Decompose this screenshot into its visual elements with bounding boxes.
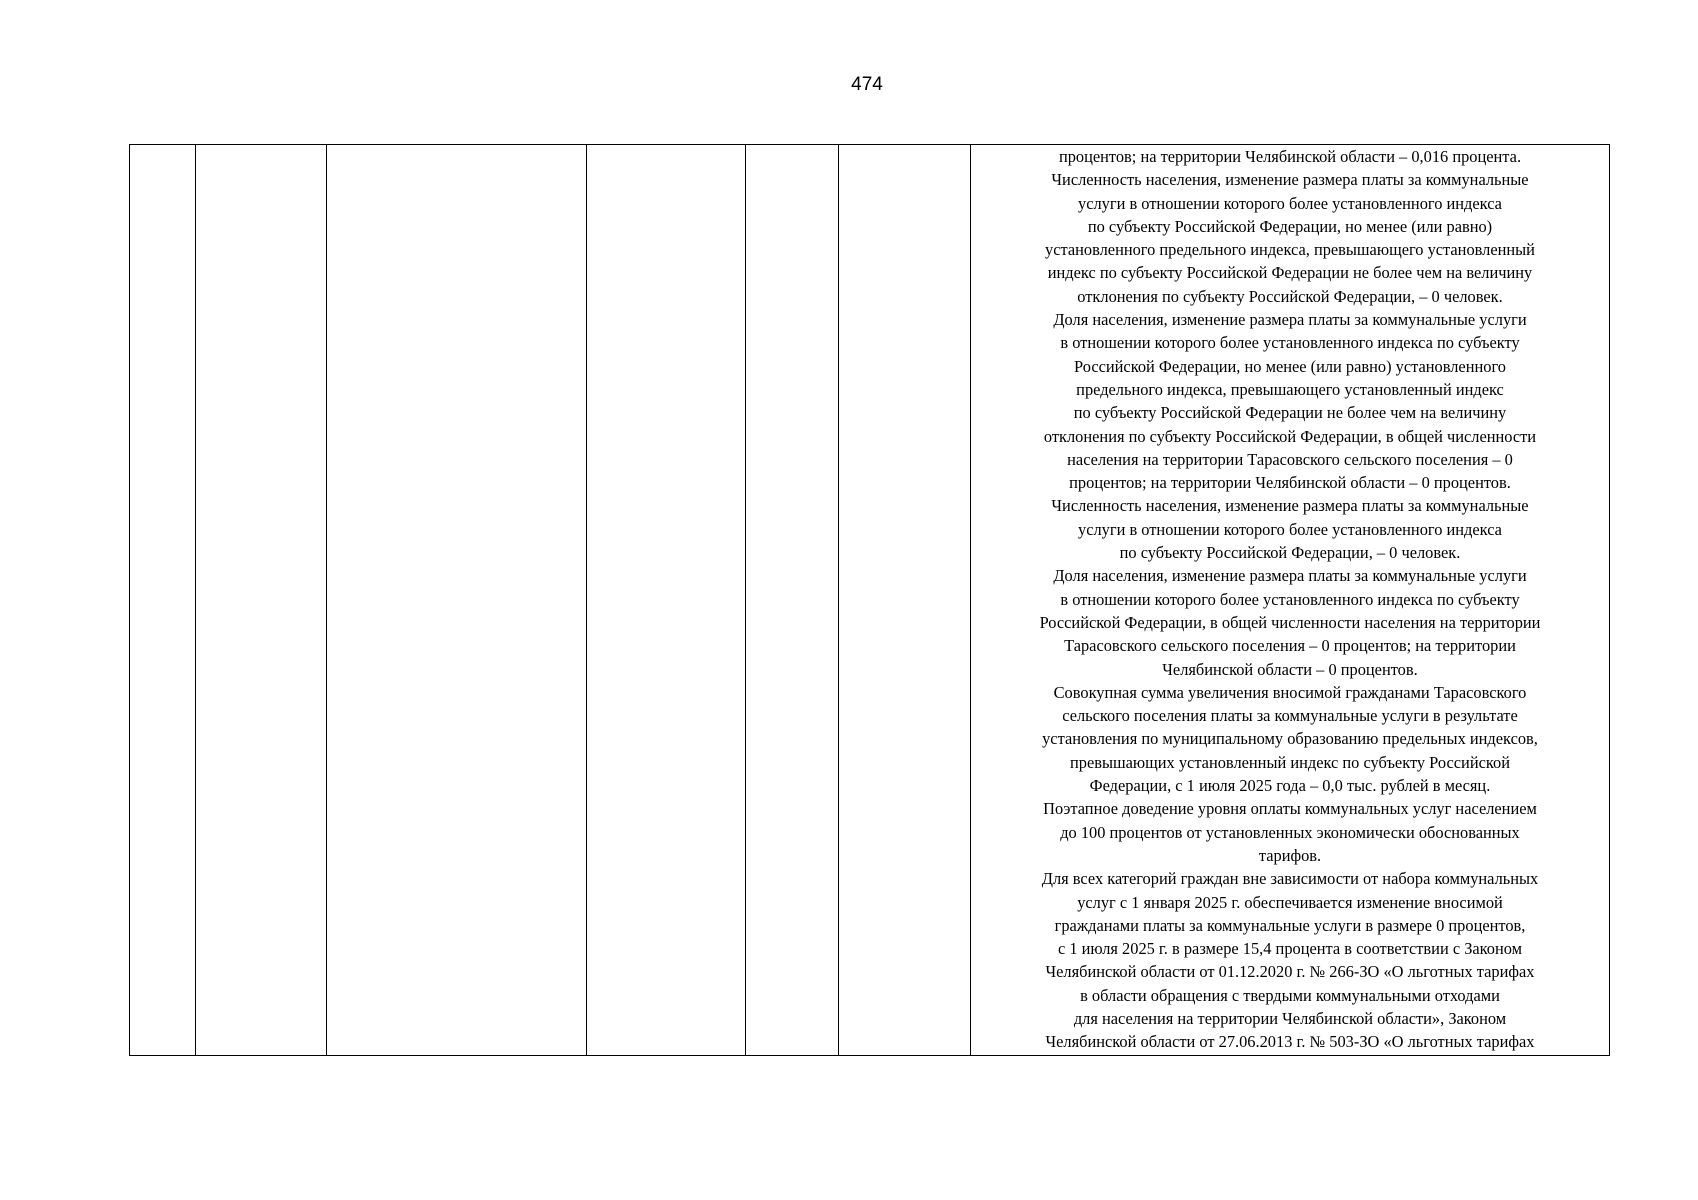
text-line: отклонения по субъекту Российской Федерации, в общей численности [1043,426,1537,446]
table-row [130,145,1610,1056]
text-line: для населения на территории Челябинской области», Законом [1073,1008,1507,1028]
text-line: гражданами платы за коммунальные услуги в размере 0 процентов, [1054,915,1526,935]
text-line: Челябинской области от 01.12.2020 г. № 266-ЗО «О льготных тарифах [1045,962,1535,982]
table-cell-description [971,145,1610,1056]
text-line: индекс по субъекту Российской Федерации не более чем на величину [1047,263,1533,283]
table-cell-col-3 [327,145,587,1056]
table-cell-col-4 [587,145,746,1056]
text-line: отклонения по субъекту Российской Федерации, – 0 человек. [1077,286,1503,306]
text-line: по субъекту Российской Федерации, но менее (или равно) [1087,216,1493,236]
page-number: 474 [851,74,883,95]
text-line: Совокупная сумма увеличения вносимой гражданами Тарасовского [1053,682,1527,702]
table-cell-col-5 [746,145,839,1056]
text-line: до 100 процентов от установленных экономически обоснованных [1060,822,1520,842]
text-line: процентов; на территории Челябинской области – 0,016 процента. [1058,147,1522,166]
text-line: Доля населения, изменение размера платы за коммунальные услуги [1053,566,1527,586]
text-line: Тарасовского сельского поселения – 0 процентов; на территории [1064,636,1516,656]
text-line: Челябинской области – 0 процентов. [1162,659,1418,679]
table-cell-col-2 [196,145,327,1056]
text-line: Российской Федерации, в общей численности населения на территории [1039,612,1541,632]
text-line: процентов; на территории Челябинской области – 0 процентов. [1069,473,1511,493]
text-line: установленного предельного индекса, превышающего установленный [1045,240,1535,260]
text-line: услуги в отношении которого более установленного индекса [1078,193,1502,213]
text-line: Доля населения, изменение размера платы за коммунальные услуги [1053,310,1527,330]
text-line: по субъекту Российской Федерации не более чем на величину [1073,403,1507,423]
text-line: Поэтапное доведение уровня оплаты коммунальных услуг населением [1043,799,1537,819]
table-cell-col-1 [130,145,196,1056]
table-cell-col-6 [839,145,971,1056]
text-line: по субъекту Российской Федерации, – 0 человек. [1119,543,1461,563]
text-line: тарифов. [1258,845,1322,865]
text-line: превышающих установленный индекс по субъекту Российской [1070,752,1510,772]
text-line: установления по муниципальному образованию предельных индексов, [1042,729,1538,749]
text-line: с 1 июля 2025 г. в размере 15,4 процента в соответствии с Законом [1057,939,1523,959]
text-line: Российской Федерации, но менее (или равно) установленного [1074,356,1506,376]
text-line: услуг с 1 января 2025 г. обеспечивается изменение вносимой [1077,892,1503,912]
text-line: в области обращения с твердыми коммунальными отходами [1080,985,1500,1005]
description-text [971,145,1609,1054]
text-line: Для всех категорий граждан вне зависимости от набора коммунальных [1041,869,1539,889]
text-line: Челябинской области от 27.06.2013 г. № 503-ЗО «О льготных тарифах [1045,1032,1535,1052]
text-line: сельского поселения платы за коммунальные услуги в результате [1062,706,1518,726]
text-line: услуги в отношении которого более установленного индекса [1078,519,1502,539]
text-line: Численность населения, изменение размера платы за коммунальные [1051,170,1529,190]
text-line: Численность населения, изменение размера платы за коммунальные [1051,496,1529,516]
text-line: в отношении которого более установленного индекса по субъекту [1060,589,1520,609]
document-table [129,144,1610,1056]
text-line: Федерации, с 1 июля 2025 года – 0,0 тыс. рублей в месяц. [1089,776,1491,796]
text-line: населения на территории Тарасовского сельского поселения – 0 [1067,449,1513,469]
text-line: предельного индекса, превышающего установленный индекс [1076,379,1504,399]
text-line: в отношении которого более установленного индекса по субъекту [1060,333,1520,353]
